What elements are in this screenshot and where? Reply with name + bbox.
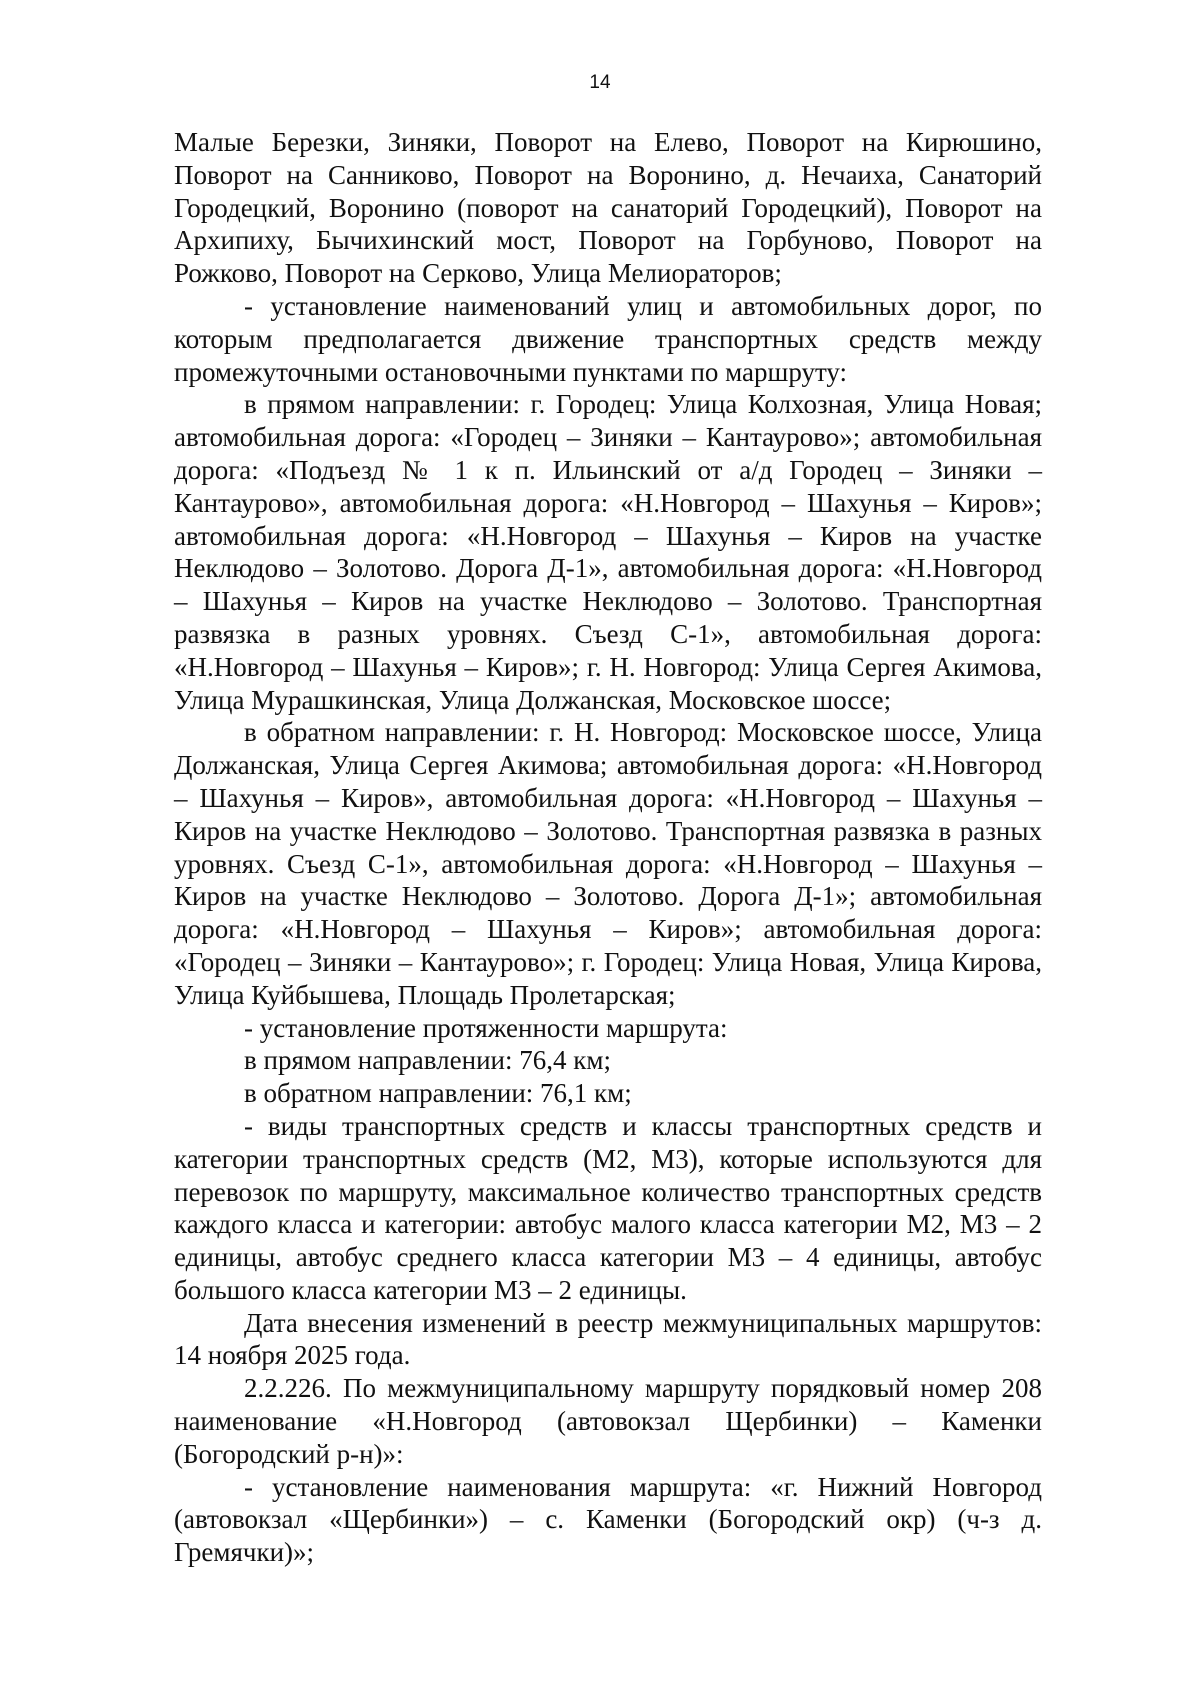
- paragraph-registry-date: Дата внесения изменений в реестр межмуниципальных маршрутов: 14 ноября 2025 года.: [174, 1307, 1042, 1371]
- paragraph-route-length-heading: - установление протяженности маршрута:: [244, 1012, 728, 1043]
- paragraph-street-names-heading: - установление наименований улиц и автомобильных дорог, по которым предполагается движение транспортных средств между промежуточными остановочными пунктами по маршруту:: [174, 290, 1042, 387]
- paragraph-route-name: - установление наименования маршрута: «г. Нижний Новгород (автовокзал «Щербинки») – с. Каменки (Богородский окр) (ч-з д. Гремячки)»;: [174, 1471, 1042, 1568]
- page-number: 14: [589, 72, 611, 93]
- paragraph-forward-direction: в прямом направлении: г. Городец: Улица Колхозная, Улица Новая; автомобильная дорога: «Городец – Зиняки – Кантаурово»; автомобильная дорога: «Подъезд № 1 к п. Ильинский от а/д Городец – Зиняки – Кантаурово», автомобильная дорога: «Н.Новгород – Шахунья – Киров»; автомобильная дорога: «Н.Новгород – Шахунья – Киров на участке Неклюдово – Золотово. Дорога Д-1», автомобильная дорога: «Н.Новгород – Шахунья – Киров на участке Неклюдово – Золотово. Транспортная развязка в разных уровнях. Съезд С-1», автомобильная дорога: «Н.Новгород – Шахунья – Киров»; г. Н. Новгород: Улица Сергея Акимова, Улица Мурашкинская, Улица Должанская, Московское шоссе;: [174, 389, 1042, 715]
- paragraph-forward-length: в прямом направлении: 76,4 км;: [244, 1045, 611, 1076]
- document-body: [174, 126, 1042, 1569]
- paragraph-vehicle-classes: - виды транспортных средств и классы транспортных средств и категории транспортных средств (М2, М3), которые используются для перевозок по маршруту, максимальное количество транспортных средств каждого класса и категории: автобус малого класса категории М2, М3 – 2 единицы, автобус среднего класса категории М3 – 4 единицы, автобус большого класса категории М3 – 2 единицы.: [174, 1110, 1042, 1305]
- paragraph-stop-list-continuation: Малые Березки, Зиняки, Поворот на Елево, Поворот на Кирюшино, Поворот на Санниково, Поворот на Воронино, д. Нечаиха, Санаторий Городецкий, Воронино (поворот на санаторий Городецкий), Поворот на Архипиху, Бычихинский мост, Поворот на Горбуново, Поворот на Рожково, Поворот на Серково, Улица Мелиораторов;: [174, 127, 1042, 289]
- paragraph-route-208-heading: 2.2.226. По межмуниципальному маршруту порядковый номер 208 наименование «Н.Новгород (автовокзал Щербинки) – Каменки (Богородский р-н)»:: [174, 1373, 1042, 1469]
- paragraph-reverse-direction: в обратном направлении: г. Н. Новгород: Московское шоссе, Улица Должанская, Улица Сергея Акимова; автомобильная дорога: «Н.Новгород – Шахунья – Киров», автомобильная дорога: «Н.Новгород – Шахунья – Киров на участке Неклюдово – Золотово. Транспортная развязка в разных уровнях. Съезд С-1», автомобильная дорога: «Н.Новгород – Шахунья – Киров на участке Неклюдово – Золотово. Дорога Д-1»; автомобильная дорога: «Н.Новгород – Шахунья – Киров»; автомобильная дорога: «Городец – Зиняки – Кантаурово»; г. Городец: Улица Новая, Улица Кирова, Улица Куйбышева, Площадь Пролетарская;: [174, 717, 1042, 1010]
- paragraph-reverse-length: в обратном направлении: 76,1 км;: [244, 1078, 632, 1109]
